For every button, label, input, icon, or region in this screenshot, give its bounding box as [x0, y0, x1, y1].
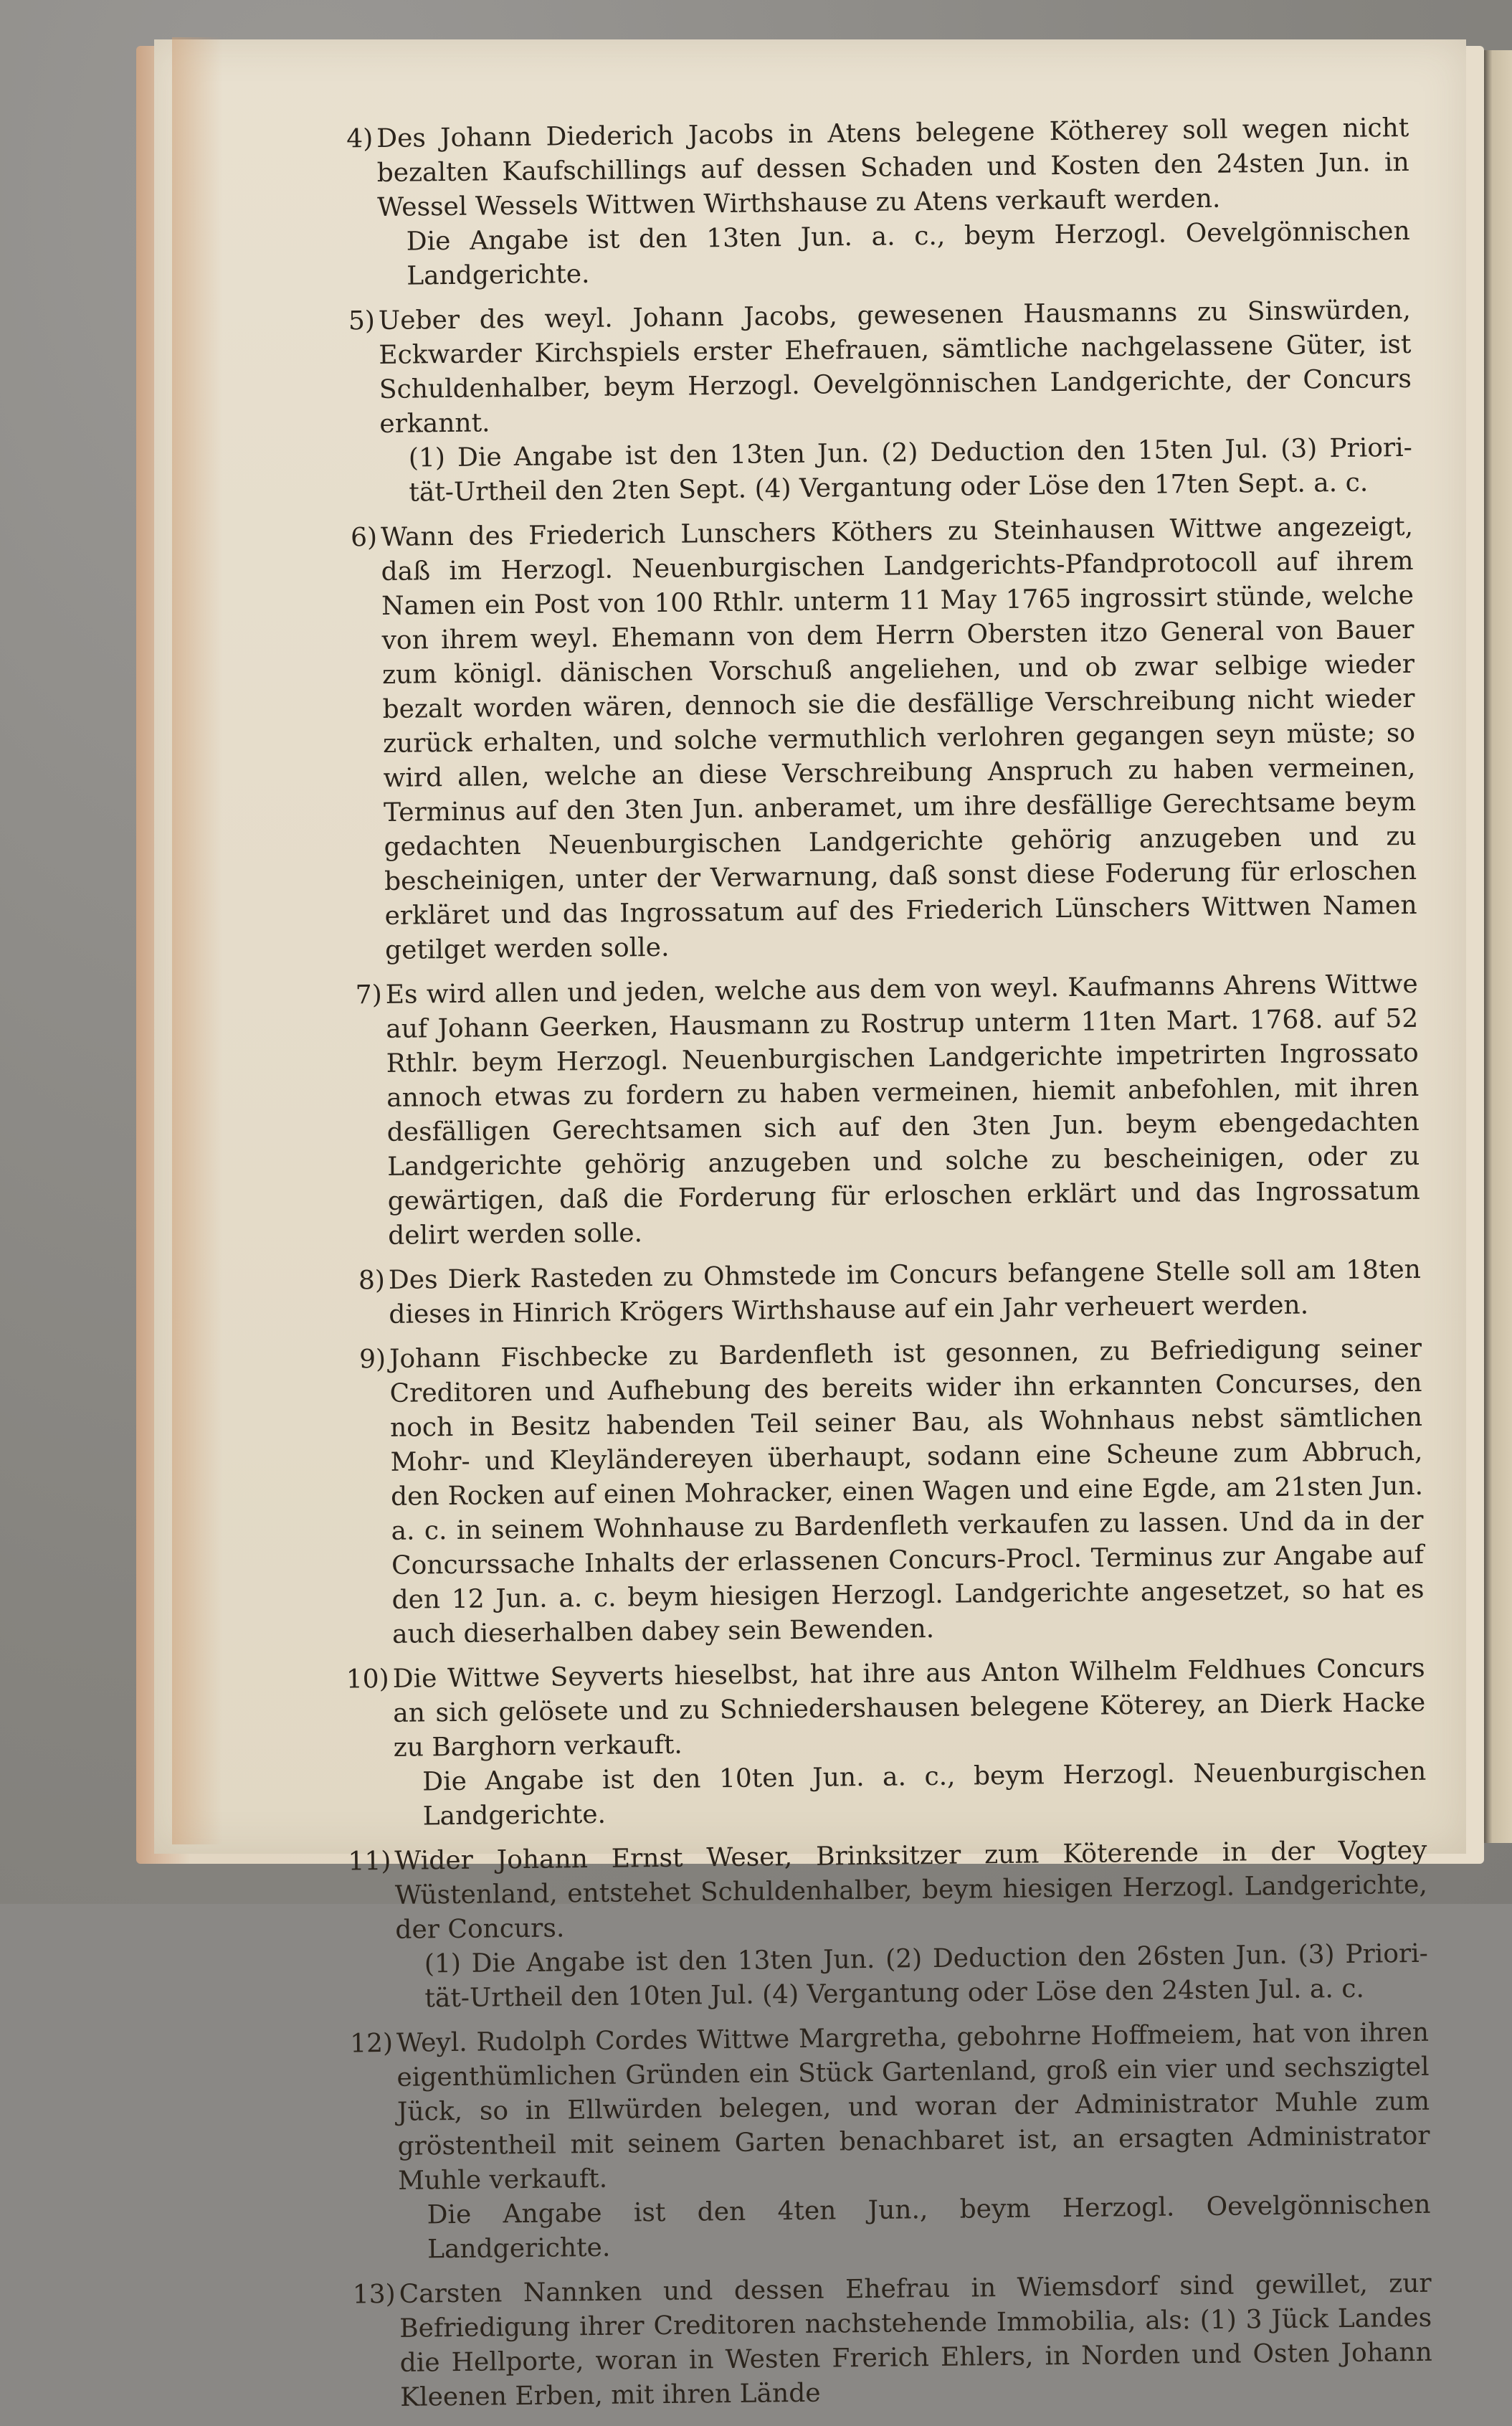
entry-body: Wann des Friederich Lunschers Köthers zu Steinhausen Wittwe angezeigt, daß im Herzogl. Neuenburgischen Landgerichts-Pfandprotocoll auf ihrem Namen ein Post von 100 Rthlr. unterm 11 May 1765 ingrossirt stünde, welche von ihrem weyl. Ehemann von dem Herrn Obersten itzo General von Bauer zum königl. dänischen Vorschuß angeliehen, und ob zwar selbige wieder bezalt worden wären, dennoch sie die desfällige Verschreibung nicht wieder zurück erhalten, und solche vermuthlich verlohren gegangen seyn müste; so wird allen, welche an diese Verschreibung Anspruch zu haben vermeinen, Terminus auf den 3ten Jun. anberamet, um ihre desfällige Gerechtsame beym gedachten Neuenburgischen Landgerichte gehörig anzugeben und zu bescheinigen, unter der Verwarnung, daß sonst diese Foderung für erloschen erkläret und das Ingrossatum auf des Friederich Lünschers Wittwen Namen getilget werden solle.	[380, 511, 1417, 965]
entry-11	[348, 1834, 1429, 2017]
entry-number: 5)	[348, 306, 376, 336]
entry-number: 6)	[350, 523, 378, 553]
entry-8	[358, 1253, 1422, 1332]
entry-body: Des Dierk Rasteden zu Ohmstede im Concurs befangene Stelle soll am 18ten dieses in Hinrich Krögers Wirthshause auf ein Jahr verheuert werden.	[388, 1254, 1422, 1330]
entry-body: Es wird allen und jeden, welche aus dem von weyl. Kaufmanns Ahrens Wittwe auf Johann Geerken, Hausmann zu Rostrup unterm 11ten Mart. 1768. auf 52 Rthlr. beym Herzogl. Neuenburgischen Landgerichte impetrirten Ingrossato annoch etwas zu fordern zu haben vermeinen, hiemit anbefohlen, mit ihren desfälligen Gerechtsamen sich auf den 3ten Jun. beym ebengedachten Landgerichte gehörig anzugeben und solche zu bescheinigen, oder zu gewärtigen, daß die Forderung für erloschen erklärt und das Ingrossatum delirt werden solle.	[385, 969, 1420, 1251]
entry-number: 11)	[348, 1846, 391, 1877]
entry-body: Des Johann Diederich Jacobs in Atens belegene Kötherey soll wegen nicht bezalten Kaufschillings auf dessen Schaden und Kosten den 24sten Jun. in Wessel Wessels Wittwen Wirthshause zu Atens verkauft werden.	[376, 113, 1409, 222]
entry-number: 9)	[358, 1344, 386, 1375]
entry-5	[348, 293, 1413, 511]
entry-number: 12)	[349, 2028, 394, 2059]
entry-note: Die Angabe ist den 4ten Jun., beym Herzogl. Oevelgönnischen Landgerichte.	[427, 2189, 1431, 2265]
entry-13	[352, 2267, 1432, 2415]
entry-body: Die Wittwe Seyverts hieselbst, hat ihre aus Anton Wilhelm Feldhues Concurs an sich gelösete und zu Schniedershausen belegene Köterey, an Dierk Hacke zu Barghorn verkauft.	[392, 1653, 1426, 1763]
entry-number: 13)	[352, 2279, 396, 2310]
entry-9	[358, 1332, 1425, 1652]
document-text	[346, 111, 1433, 2425]
entry-body: Weyl. Rudolph Cordes Wittwe Margretha, gebohrne Hoffmeiem, hat von ihren eigenthümlichen Gründen ein Stück Gartenland, groß ein vier und sechszigtel Jück, so in Ellwürden belegen, und woran der Administrator Muhle zum gröstentheil mit seinem Garten benachbaret ist, an ersagten Administrator Muhle verkauft.	[396, 2017, 1430, 2196]
entry-6	[350, 510, 1417, 968]
entry-body: Wider Johann Ernst Weser, Brinksitzer zum Köterende in der Vogtey Wüstenland, entstehet Schuldenhalber, beym hiesigen Herzogl. Landgerichte, der Concurs.	[394, 1835, 1428, 1945]
entry-number: 8)	[358, 1265, 386, 1296]
entry-number: 10)	[346, 1664, 389, 1695]
entry-number: 4)	[346, 124, 374, 154]
entry-7	[355, 967, 1421, 1254]
entry-10	[346, 1652, 1427, 1834]
entry-body: Carsten Nannken und dessen Ehefrau in Wiemsdorf sind gewillet, zur Befriedigung ihrer Creditoren nachstehende Immobilia, als: (1) 3 Jück Landes die Hellporte, woran in Westen Frerich Ehlers, in Norden und Osten Johann Kleenen Erben, mit ihren Lände	[399, 2268, 1432, 2412]
entry-note: (1) Die Angabe ist den 13ten Jun. (2) Deduction den 15ten Jul. (3) Priori- tät-Urtheil den 2ten Sept. (4) Vergantung oder Löse den 17ten Sept. a. c.	[408, 432, 1413, 508]
page-edge-stain	[172, 37, 222, 1844]
entry-12	[349, 2016, 1431, 2268]
entry-4	[346, 111, 1410, 294]
entry-note: (1) Die Angabe ist den 13ten Jun. (2) Deduction den 26sten Jun. (3) Priori- tät-Urtheil den 10ten Jul. (4) Vergantung oder Löse den 24sten Jul. a. c.	[424, 1938, 1429, 2014]
entry-body: Johann Fischbecke zu Bardenfleth ist gesonnen, zu Befriedigung seiner Creditoren und Aufhebung des bereits wider ihn erkannten Concurses, den noch in Besitz habenden Teil seiner Bau, als Wohnhaus nebst sämtlichen Mohr- und Kleyländereyen überhaupt, sodann eine Scheune zum Abbruch, den Rocken auf einen Mohracker, einen Wagen und eine Egde, am 21sten Jun. a. c. in seinem Wohnhause zu Bardenfleth verkaufen zu lassen. Und da in der Concurssache Inhalts der erlassenen Concurs-Procl. Terminus zur Angabe auf den 12 Jun. a. c. beym hiesigen Herzogl. Landgerichte angesetzet, so hat es auch dieserhalben dabey sein Bewenden.	[389, 1333, 1425, 1649]
entry-body: Ueber des weyl. Johann Jacobs, gewesenen Hausmanns zu Sinswürden, Eckwarder Kirchspiels erster Ehefrauen, sämtliche nachgelassene Güter, ist Schuldenhalber, beym Herzogl. Oevelgönnischen Landgerichte, der Concurs erkannt.	[378, 295, 1412, 439]
entry-note: Die Angabe ist den 10ten Jun. a. c., beym Herzogl. Neuenburgischen Landgerichte.	[422, 1756, 1427, 1832]
entry-number: 7)	[355, 980, 382, 1010]
entry-note: Die Angabe ist den 13ten Jun. a. c., beym Herzogl. Oevelgönnischen Landgerichte.	[406, 216, 1410, 291]
